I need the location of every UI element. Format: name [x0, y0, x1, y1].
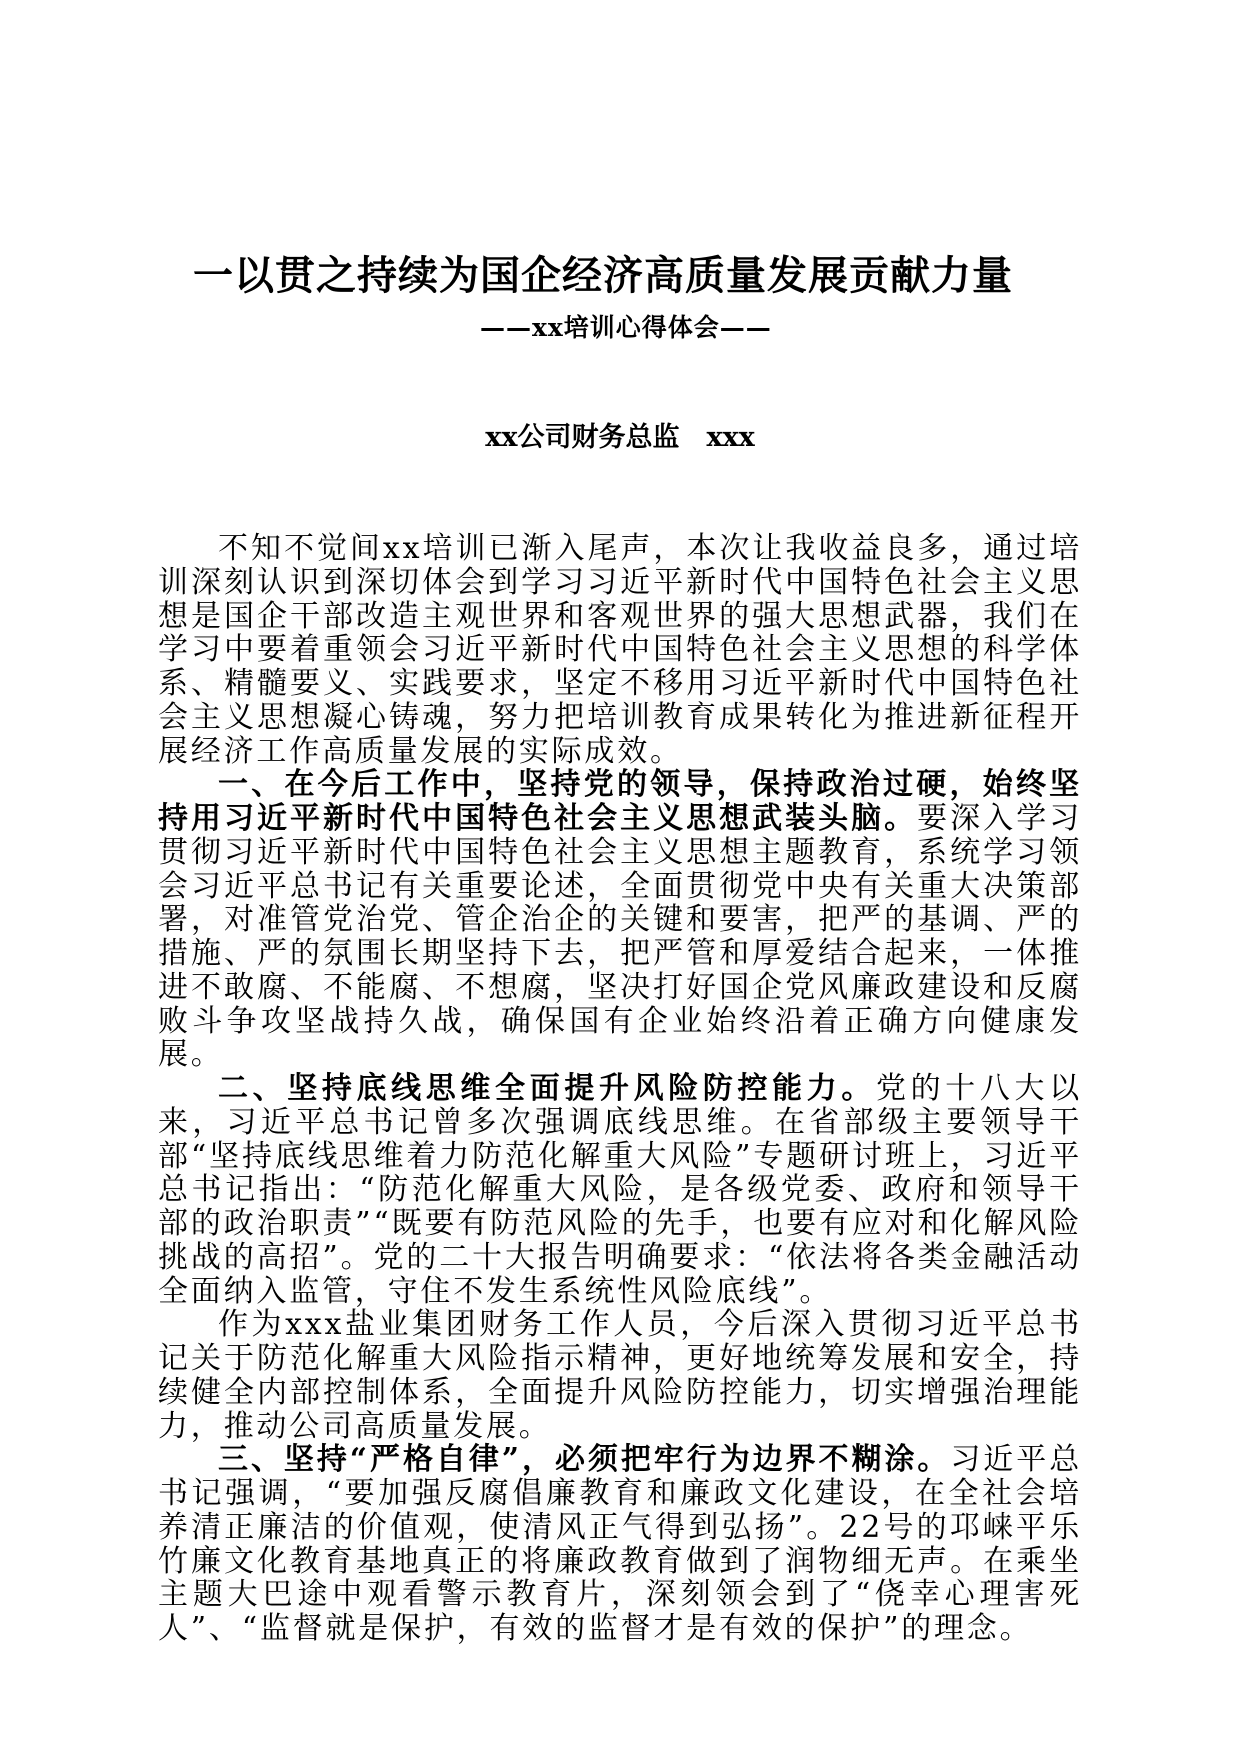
paragraph-text: 党的十八大以来，习近平总书记曾多次强调底线思维。在省部级主要领导干部“坚持底线思维着力防范化解重大风险”专题研讨班上，习近平总书记指出：“防范化解重大风险，是各级党委、政府和领导干部的政治职责”“既要有防范风险的先手，也要有应对和化解风险挑战的高招”。党的二十大报告明确要求：“依法将各类金融活动全面纳入监管，守住不发生系统性风险底线”。	[158, 1071, 1082, 1309]
paragraph-heading: 二、坚持底线思维全面提升风险防控能力。	[218, 1071, 877, 1106]
author-line: xx公司财务总监 xxx	[485, 422, 755, 453]
paragraph-intro	[158, 532, 1082, 768]
paragraph-section-1	[158, 768, 1082, 1072]
paragraph-text: 习近平总书记强调，“要加强反腐倡廉教育和廉政文化建设，在全社会培养清正廉洁的价值观，使清风正气得到弘扬”。22号的邛崃平乐竹廉文化教育基地真正的将廉政教育做到了润物细无声。在乘坐主题大巴途中观看警示教育片，深刻领会到了“侥幸心理害死人”、“监督就是保护，有效的监督才是有效的保护”的理念。	[158, 1442, 1082, 1646]
paragraph-section-3	[158, 1443, 1082, 1646]
paragraph-heading: 一、在今后工作中，坚持党的领导，保持政治过硬，始终坚持用习近平新时代中国特色社会主义思想武装头脑。	[158, 767, 1082, 836]
paragraph-section-2-followup	[158, 1308, 1082, 1443]
document-subtitle: ——xx培训心得体会——	[480, 313, 772, 342]
document-body	[158, 532, 1082, 1646]
paragraph-heading: 三、坚持“严格自律”，必须把牢行为边界不糊涂。	[218, 1442, 951, 1478]
paragraph-section-2	[158, 1072, 1082, 1308]
document-title: 一以贯之持续为国企经济高质量发展贡献力量	[193, 252, 1013, 299]
paragraph-text: 作为xxx盐业集团财务工作人员，今后深入贯彻习近平总书记关于防范化解重大风险指示精神，更好地统筹发展和安全，持续健全内部控制体系，全面提升风险防控能力，切实增强治理能力，推动公司高质量发展。	[158, 1307, 1082, 1444]
paragraph-text: 要深入学习贯彻习近平新时代中国特色社会主义思想主题教育，系统学习领会习近平总书记有关重要论述，全面贯彻党中央有关重大决策部署，对准管党治党、管企治企的关键和要害，把严的基调、严的措施、严的氛围长期坚持下去，把严管和厚爱结合起来，一体推进不敢腐、不能腐、不想腐，坚决打好国企党风廉政建设和反腐败斗争攻坚战持久战，确保国有企业始终沿着正确方向健康发展。	[158, 801, 1083, 1073]
paragraph-text: 不知不觉间xx培训已渐入尾声，本次让我收益良多，通过培训深刻认识到深切体会到学习习近平新时代中国特色社会主义思想是国企干部改造主观世界和客观世界的强大思想武器，我们在学习中要着重领会习近平新时代中国特色社会主义思想的科学体系、精髓要义、实践要求，坚定不移用习近平新时代中国特色社会主义思想凝心铸魂，努力把培训教育成果转化为推进新征程开展经济工作高质量发展的实际成效。	[158, 531, 1082, 769]
